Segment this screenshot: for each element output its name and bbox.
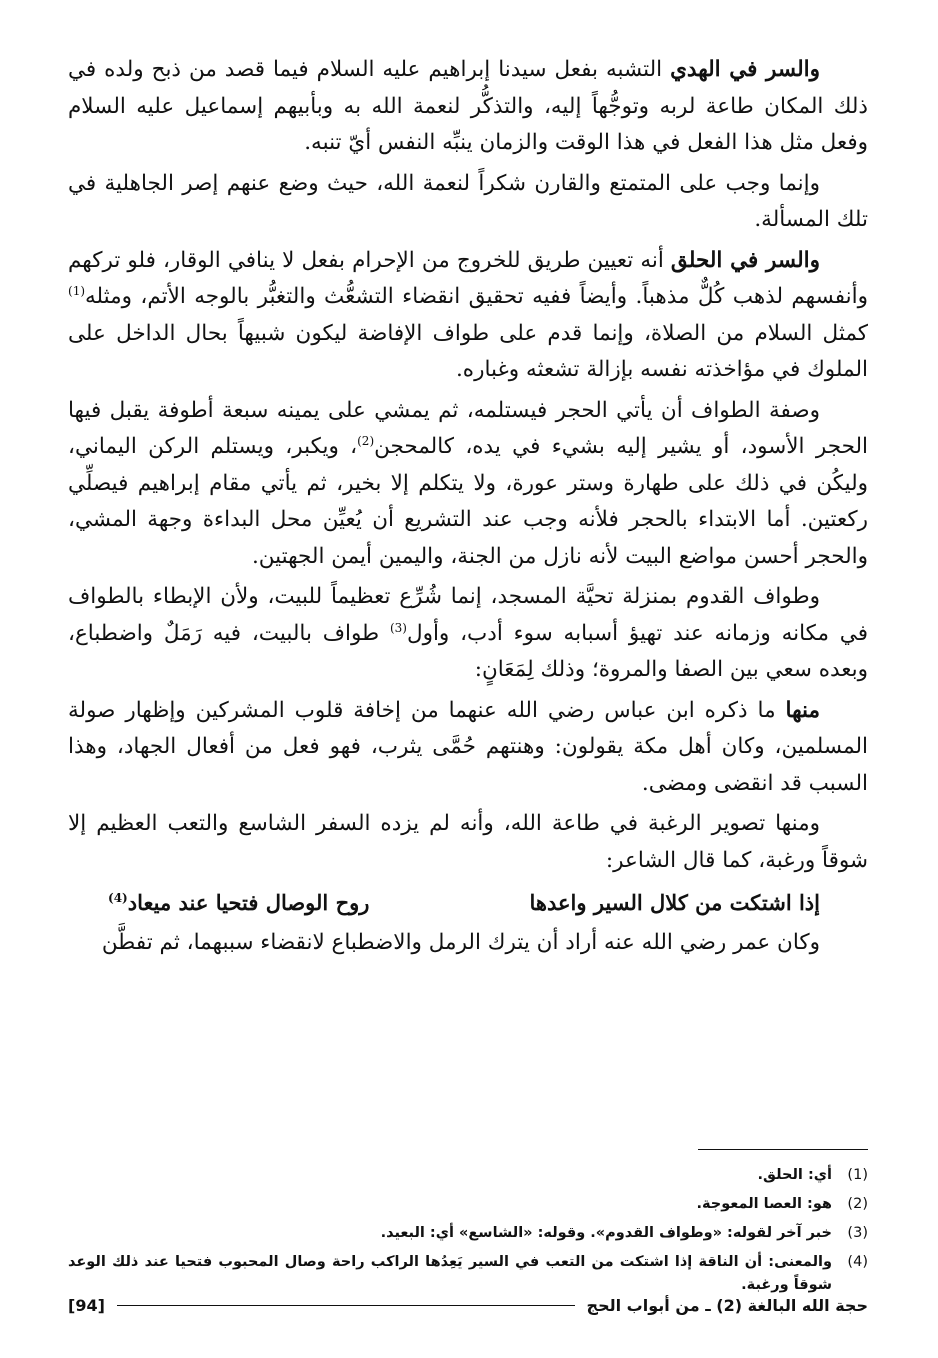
verse-second-hemistich: [108, 885, 369, 921]
footnote-ref-2[interactable]: (2): [357, 433, 375, 448]
page-number: [94]: [68, 1296, 105, 1315]
footnote-text: أي: الحلق.: [757, 1167, 832, 1183]
footnote-text: خبر آخر لقوله: «وطواف القدوم». وقوله: «الشاسع» أي: البعيد.: [380, 1225, 832, 1241]
paragraph-halq: [68, 243, 868, 389]
footnote-item: [68, 1222, 868, 1245]
paragraph-text-continued: طواف بالبيت، فيه رَمَلٌ واضطباع، وبعده سعي بين الصفا والمروة؛ وذلك لِمَعَانٍ:: [68, 620, 868, 682]
paragraph-text: وصفة الطواف أن يأتي الحجر فيستلمه، ثم يمشي على يمينه سبعة أطوفة يقبل فيها الحجر الأسود، أو يشير إليه بشيء في يده، كالمحجن: [68, 397, 868, 459]
verse-second-hemistich-text: روح الوصال فتحيا عند ميعاد: [127, 890, 370, 915]
paragraph-lead: والسر في الحلق: [670, 247, 820, 273]
paragraph-lead: والسر في الهدي: [670, 57, 820, 82]
paragraph-text-continued: كمثل السلام من الصلاة، وإنما قدم على طواف الإفاضة ليكون شبيهاً بحال الداخل على الملوك في مؤاخذته نفسه بإزالة تشعثه وغباره.: [68, 320, 868, 382]
paragraph-tawaf-qudum: [68, 579, 868, 689]
footnote-ref-4[interactable]: (4): [108, 891, 128, 905]
paragraph-tawaf-description: [68, 393, 868, 576]
footnote-number: (3): [847, 1225, 868, 1241]
paragraph-tamattu: [68, 166, 868, 239]
page-footer: [68, 1296, 868, 1315]
footer-divider: [117, 1305, 575, 1306]
footnote-text: هو: العصا المعوجة.: [696, 1196, 832, 1212]
verse-first-hemistich: إذا اشتكت من كلال السير واعدها: [529, 890, 820, 915]
paragraph-text-continued: ، ويكبر، ويستلم الركن اليماني، وليكُن في ذلك على طهارة وستر عورة، ولا يتكلم إلا بخير، ثم يأتي مقام إبراهيم فيصلِّي ركعتين. أما الابتداء بالحجر فلأنه وجب عند التشريع أن يُعيِّن محل البداءة وجهة المشي، والحجر أحسن مواضع البيت لأنه نازل من الجنة، واليمين أيمن الجهتين.: [68, 434, 868, 569]
footnote-text: والمعنى: أن الناقة إذا اشتكت من التعب في السير يَعِدُها الراكب راحة وصال المحبوب فتحيا عند ذلك الوعد شوقاً ورغبة.: [68, 1254, 832, 1293]
footnotes-section: [68, 1149, 868, 1303]
paragraph-text: وكان عمر رضي الله عنه أراد أن يترك الرمل والاضطباع لانقضاء سببهما، ثم تفطَّن: [101, 930, 820, 955]
paragraph-text: وطواف القدوم بمنزلة تحيَّة المسجد، إنما شُرِّع تعظيماً للبيت، ولأن الإبطاء بالطواف في مكانه وزمانه عند تهيؤ أسبابه سوء أدب، وأول: [68, 584, 868, 646]
paragraph-text: التشبه بفعل سيدنا إبراهيم عليه السلام فيما قصد من ذبح ولده في ذلك المكان طاعة لربه وتوجُّهاً إليه، والتذكُّر لنعمة الله به وبأبيهم إسماعيل عليه السلام وفعل مثل هذا الفعل في هذا الوقت والزمان ينبِّه النفس أيّ تنبه.: [68, 57, 868, 155]
paragraph-text: أنه تعيين طريق للخروج من الإحرام بفعل لا ينافي الوقار، فلو تركهم وأنفسهم لذهب كُلٌّ مذهباً. وأيضاً ففيه تحقيق انقضاء التشعُّث والتغبُّر بالوجه الأتم، ومثله: [68, 247, 868, 309]
footnote-number: (4): [847, 1254, 868, 1270]
footnote-number: (1): [847, 1167, 868, 1183]
poetry-verse: [68, 885, 868, 921]
footnote-ref-1[interactable]: (1): [68, 283, 86, 298]
footnote-ref-3[interactable]: (3): [389, 620, 407, 635]
paragraph-lead: منها: [785, 697, 820, 723]
paragraph-text: ومنها تصوير الرغبة في طاعة الله، وأنه لم يزده السفر الشاسع والتعب العظيم إلا شوقاً ورغبة، كما قال الشاعر:: [68, 811, 868, 873]
paragraph-text: ما ذكره ابن عباس رضي الله عنهما من إخافة قلوب المشركين وإظهار صولة المسلمين، وكان أهل مكة يقولون: وهنتهم حُمَّى يثرب، فهو فعل من أفعال الجهاد، وهذا السبب قد انقضى ومضى.: [68, 697, 868, 796]
paragraph-omar: [68, 925, 868, 962]
paragraph-text: وإنما وجب على المتمتع والقارن شكراً لنعمة الله، حيث وضع عنهم إصر الجاهلية في تلك المسألة.: [68, 170, 868, 232]
footnote-number: (2): [847, 1196, 868, 1212]
footnote-item: [68, 1251, 868, 1297]
paragraph-raghba: [68, 806, 868, 879]
footnote-divider: [698, 1149, 868, 1150]
footnote-item: [68, 1193, 868, 1216]
paragraph-minha: [68, 693, 868, 803]
page-body: [68, 52, 868, 1358]
paragraph-hady: [68, 52, 868, 162]
footnote-item: [68, 1164, 868, 1187]
footer-book-title: حجة الله البالغة (2) ـ من أبواب الحج: [586, 1296, 868, 1315]
